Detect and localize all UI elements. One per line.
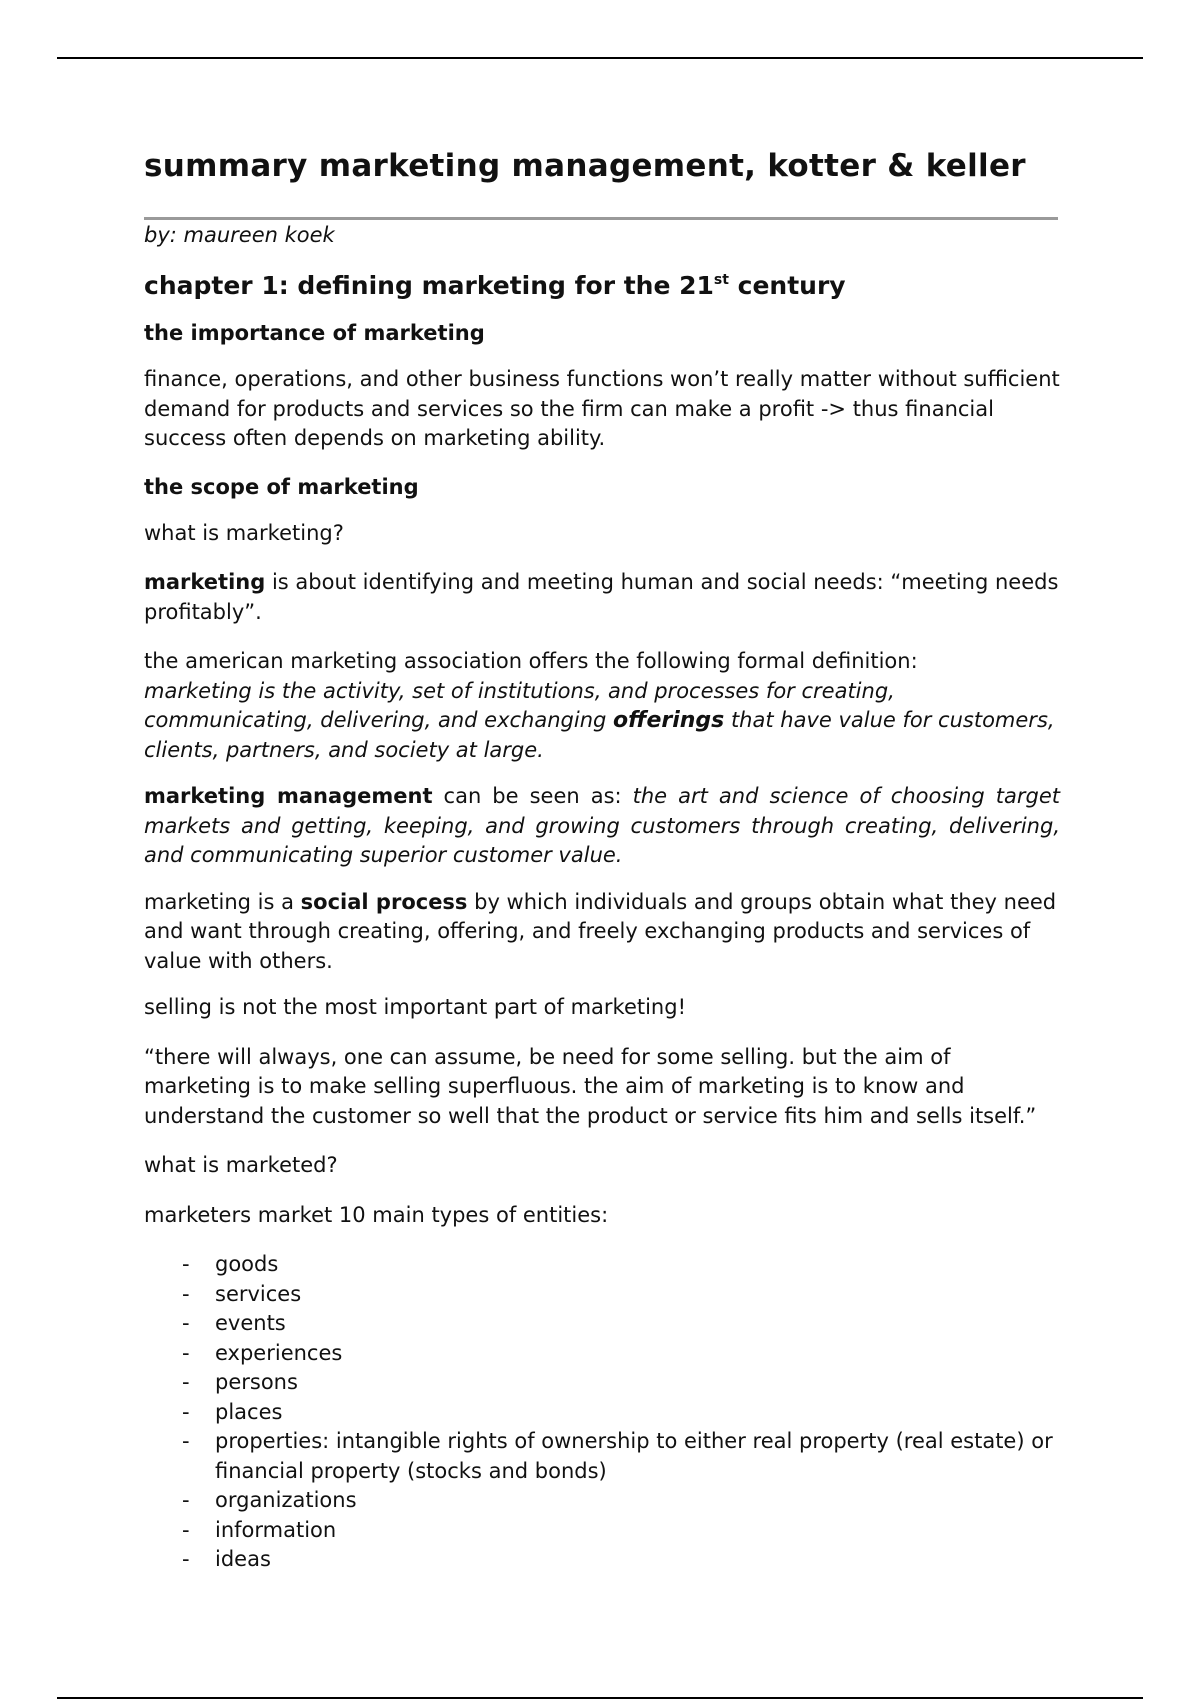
what-is-marketing-question: what is marketing? [144,520,344,545]
list-item: - services [144,1280,1060,1310]
marketing-management-definition: the art and science of choosing target markets and getting, keeping, and growing customers through creating, delivering, and communicating superior customer value. [144,784,1060,867]
list-item: - goods [144,1250,1060,1280]
list-bullet: - [182,1429,190,1453]
list-bullet: - [182,1488,190,1512]
list-bullet: - [182,1370,190,1394]
marketing-management-term: marketing management [144,784,433,808]
social-process-paragraph [144,888,1060,977]
marketing-management-mid: can be seen as: [432,784,633,808]
list-item: - experiences [144,1339,1060,1369]
author-line: by: maureen koek [144,223,335,247]
importance-paragraph: finance, operations, and other business functions won’t really matter without sufficient demand for products and services so the firm can make a profit -> thus financial success often depends on marketing ability. [144,367,1060,450]
ama-intro-text: the american marketing association offers the following formal definition: [144,649,918,673]
chapter-heading-text: chapter 1: defining marketing for the 21 [144,271,714,300]
social-process-term: social process [300,889,468,914]
title-divider [144,217,1058,220]
section-heading-scope: the scope of marketing [144,474,419,499]
list-bullet: - [182,1517,190,1542]
document-title: summary marketing management, kotter & keller [144,148,1026,184]
document-body [144,148,1060,1575]
list-bullet: - [182,1340,190,1365]
offerings-term: offerings [613,708,725,733]
list-item: - properties: intangible rights of ownership to either real property (real estate) or financial property (stocks and bonds) [182,1429,1053,1483]
chapter-heading-superscript: st [713,272,729,288]
marketing-management-paragraph [144,782,1060,871]
list-bullet: - [182,1281,190,1306]
chapter-heading [144,271,1060,300]
ama-definition-b: that have value for customers, clients, partners, and society at large. [144,708,1055,762]
page-top-rule [57,57,1143,59]
list-item: - ideas [144,1545,1060,1575]
list-bullet: - [182,1252,190,1276]
marketing-definition-paragraph [144,568,1060,627]
list-bullet: - [182,1399,190,1424]
list-bullet: - [182,1547,190,1571]
entities-list [144,1250,1060,1575]
list-item: - events [144,1309,1060,1339]
section-heading-importance: the importance of marketing [144,321,485,345]
entities-intro: marketers market 10 main types of entities: [144,1202,609,1227]
list-item: - persons [144,1368,1060,1398]
list-item: - information [144,1516,1060,1546]
social-process-b: by which individuals and groups obtain what they need and want through creating, offering, and freely exchanging products and services of value with others. [144,889,1057,973]
selling-paragraph: selling is not the most important part of marketing! [144,995,686,1019]
list-item: - places [144,1398,1060,1428]
marketing-definition-text: is about identifying and meeting human and social needs: “meeting needs profitably”. [144,570,1059,624]
marketing-term: marketing [144,570,266,594]
list-bullet: - [182,1311,190,1335]
list-item: - organizations [144,1486,1060,1516]
quote-paragraph: “there will always, one can assume, be need for some selling. but the aim of marketing is to make selling superfluous. the aim of marketing is to know and understand the customer so well that the product or service fits him and sells itself.” [144,1044,1037,1128]
what-is-marketed-question: what is marketed? [144,1153,338,1177]
ama-definition-a: marketing is the activity, set of institutions, and processes for creating, communicating, delivering, and exchanging [144,678,895,732]
ama-definition-paragraph [144,647,1060,765]
social-process-a: marketing is a [144,889,301,914]
page-bottom-rule [57,1697,1143,1699]
chapter-heading-tail: century [728,271,846,300]
